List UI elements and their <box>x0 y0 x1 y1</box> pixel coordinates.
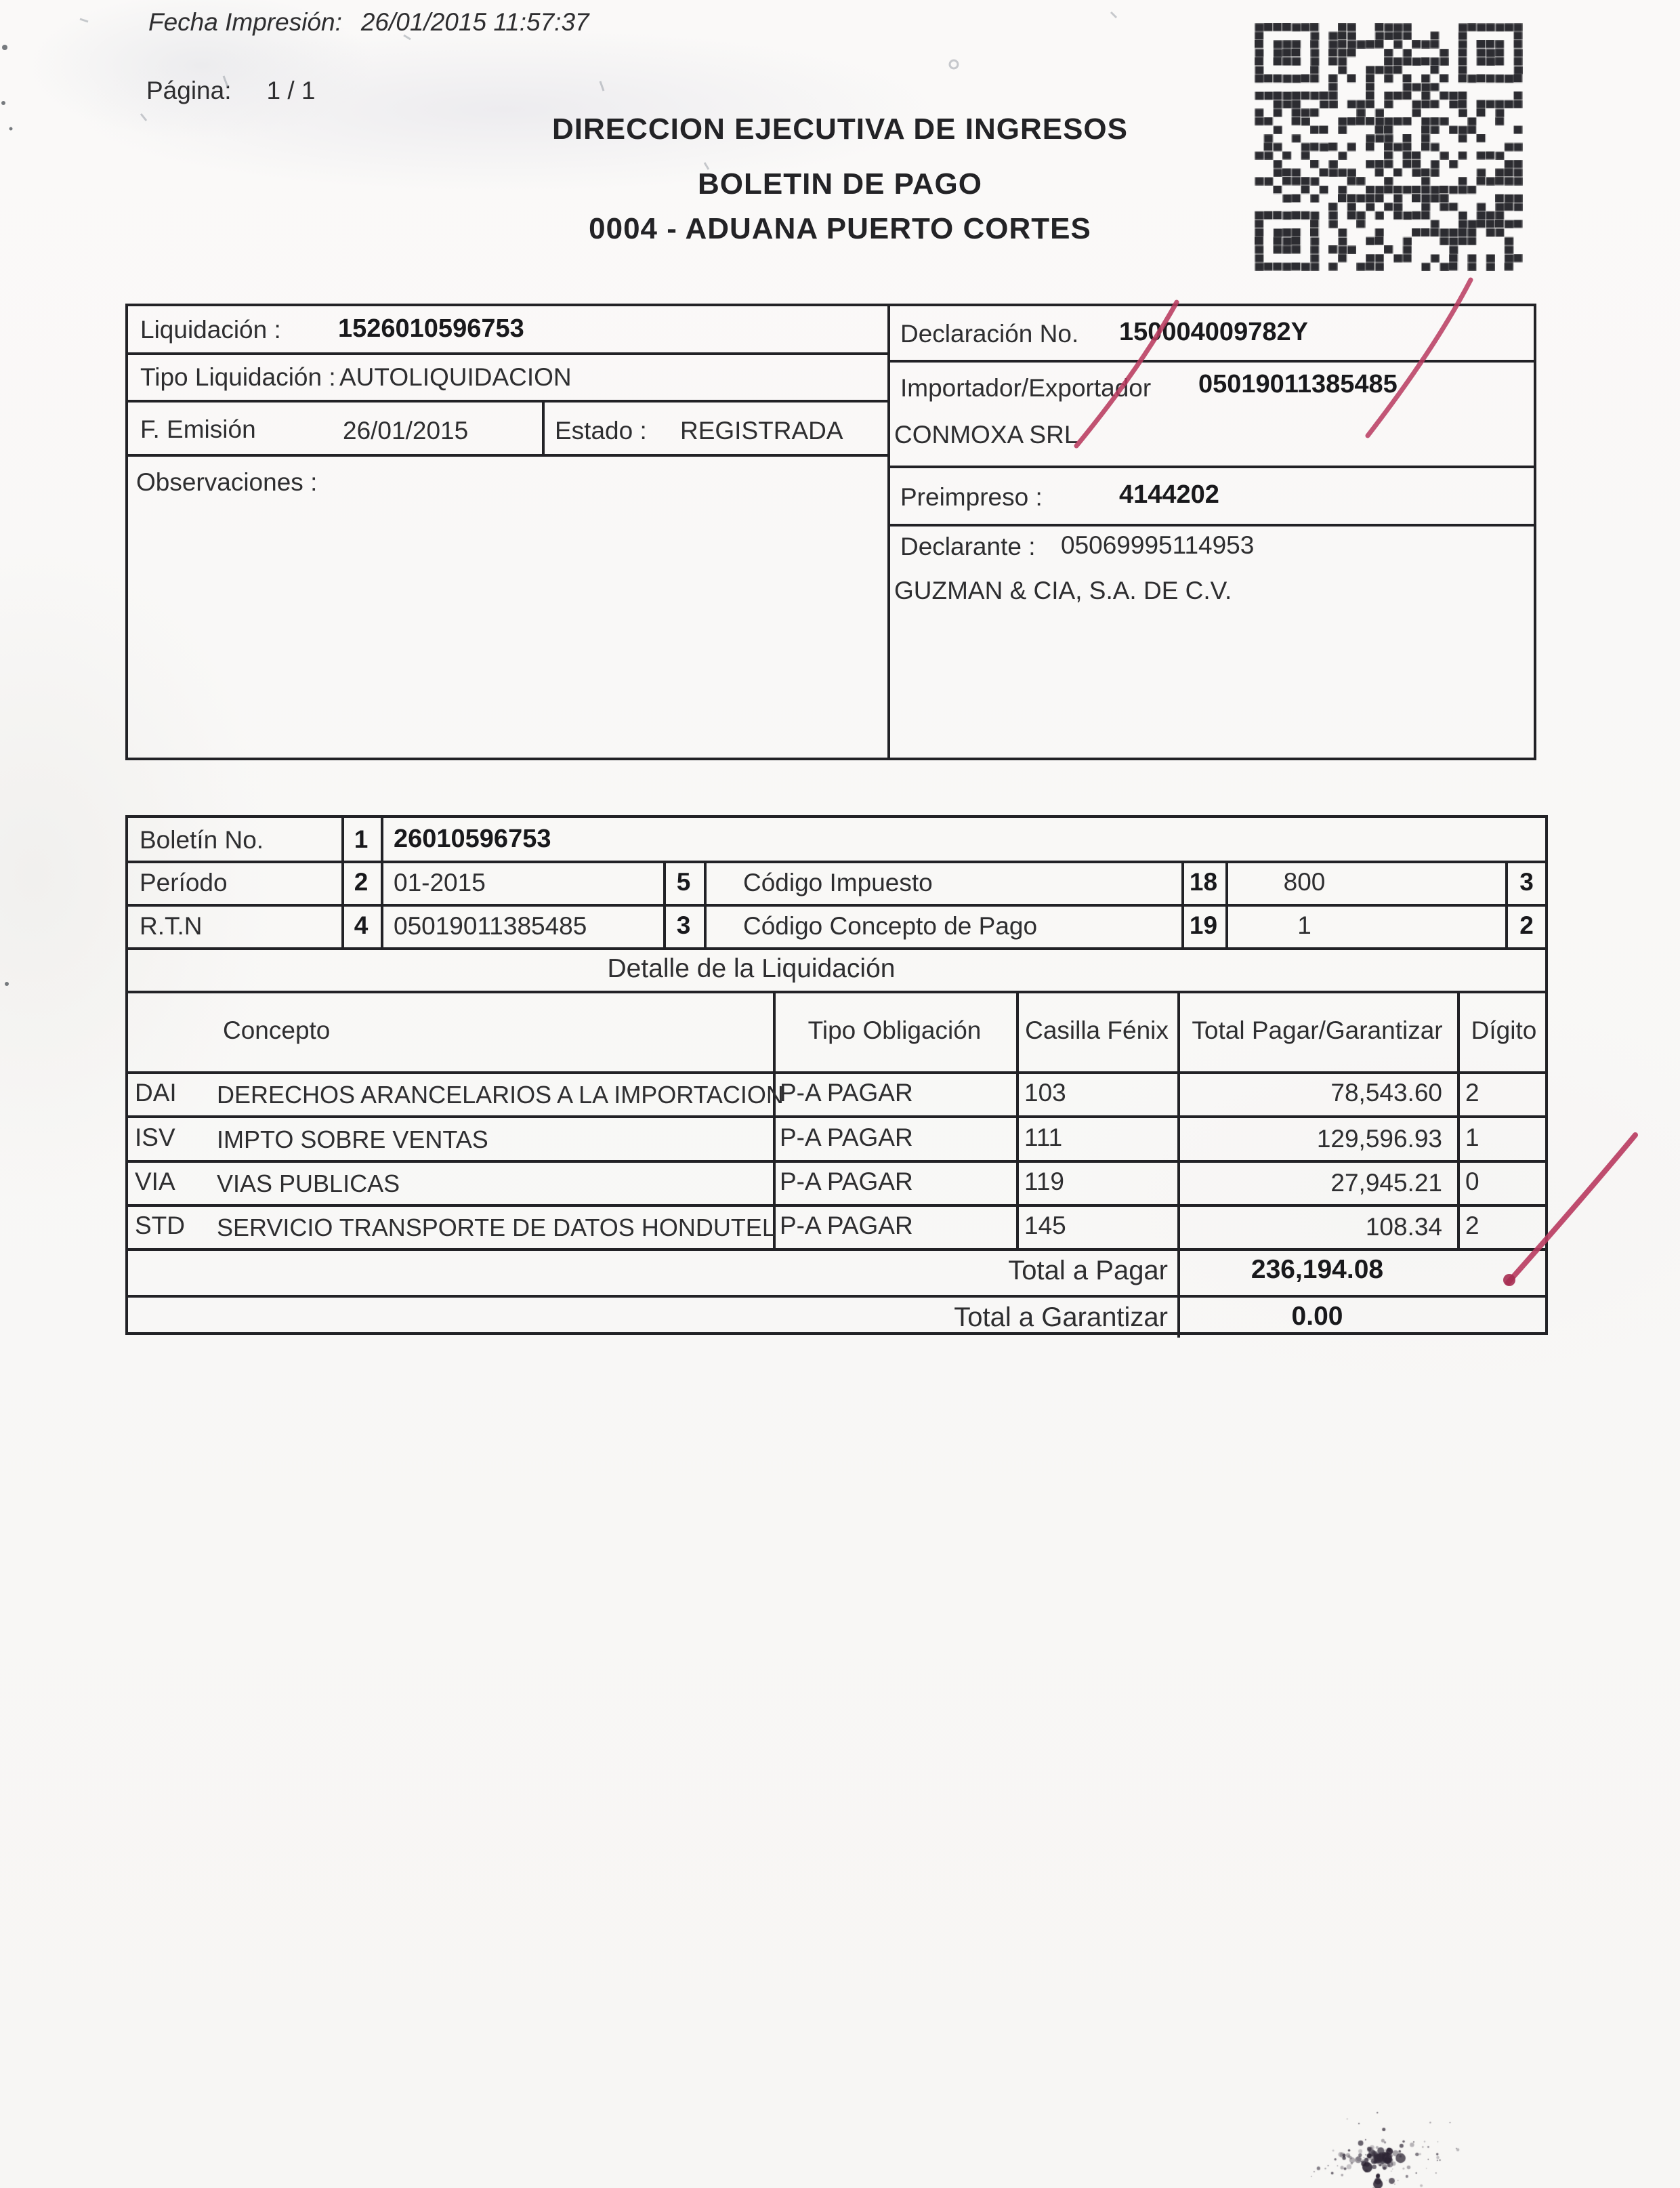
field-box-number: 19 <box>1189 911 1218 939</box>
row-tipo-obligacion: P-A PAGAR <box>780 1079 913 1107</box>
periodo-value: 01-2015 <box>394 869 486 896</box>
row-casilla: 119 <box>1024 1168 1064 1195</box>
row-concept-desc: DERECHOS ARANCELARIOS A LA IMPORTACION <box>217 1081 784 1109</box>
customs-office-title: 0004 - ADUANA PUERTO CORTES <box>589 212 1091 245</box>
estado-value: REGISTRADA <box>680 417 843 445</box>
row-digito: 1 <box>1465 1123 1479 1151</box>
table-line <box>887 466 1536 468</box>
tipo-liquidacion-label: Tipo Liquidación : <box>140 363 336 391</box>
declaracion-value: 150004009782Y <box>1119 318 1308 346</box>
field-box-number: 4 <box>354 911 369 939</box>
table-line <box>128 1071 1545 1074</box>
page-number-line <box>146 76 316 106</box>
fecha-emision-label: F. Emisión <box>140 415 256 443</box>
row-digito: 0 <box>1465 1168 1479 1195</box>
table-line <box>887 524 1536 527</box>
importador-name: CONMOXA SRL <box>894 421 1078 449</box>
field-box-number: 2 <box>1519 911 1534 939</box>
observaciones-label: Observaciones : <box>136 468 318 496</box>
field-box-number: 2 <box>354 868 369 896</box>
boletin-no-value: 26010596753 <box>394 825 551 853</box>
table-line <box>128 454 887 457</box>
table-line <box>128 352 887 355</box>
print-date-label: Fecha Impresión: <box>148 8 342 36</box>
total-garantizar-label: Total a Garantizar <box>954 1302 1168 1332</box>
rtn-value: 05019011385485 <box>394 912 587 940</box>
preimpreso-value: 4144202 <box>1119 480 1219 509</box>
row-total: 78,543.60 <box>1330 1079 1442 1107</box>
col-header-total: Total Pagar/Garantizar <box>1192 1016 1443 1044</box>
row-concept-code: VIA <box>135 1168 175 1195</box>
table-line <box>128 1248 1545 1251</box>
field-box-number: 1 <box>354 825 369 853</box>
col-header-concepto: Concepto <box>223 1016 331 1044</box>
row-digito: 2 <box>1465 1212 1479 1239</box>
row-total: 129,596.93 <box>1316 1125 1442 1153</box>
print-date-value: 26/01/2015 11:57:37 <box>360 8 589 36</box>
org-title: DIRECCION EJECUTIVA DE INGRESOS <box>551 112 1128 146</box>
boletin-detail-table <box>125 815 1548 1335</box>
codigo-concepto-value: 1 <box>1297 911 1311 939</box>
importador-value: 05019011385485 <box>1198 370 1398 398</box>
row-concept-code: STD <box>135 1212 185 1239</box>
declarante-value: 05069995114953 <box>1061 531 1255 559</box>
qr-code <box>1255 23 1523 271</box>
declarante-name: GUZMAN & CIA, S.A. DE C.V. <box>894 577 1232 604</box>
estado-label: Estado : <box>555 417 647 445</box>
liquidation-info-table <box>125 304 1536 760</box>
row-concept-code: DAI <box>135 1079 177 1107</box>
field-box-number: 18 <box>1189 868 1218 896</box>
row-concept-code: ISV <box>135 1123 175 1151</box>
boletin-no-label: Boletín No. <box>140 826 264 854</box>
declaracion-label: Declaración No. <box>900 320 1079 348</box>
row-concept-desc: VIAS PUBLICAS <box>217 1170 400 1197</box>
liquidacion-value: 1526010596753 <box>338 314 524 343</box>
col-header-casilla-fenix: Casilla Fénix <box>1025 1016 1169 1044</box>
codigo-impuesto-label: Código Impuesto <box>743 869 933 896</box>
importador-label: Importador/Exportador <box>900 374 1152 402</box>
table-line <box>128 991 1545 993</box>
row-tipo-obligacion: P-A PAGAR <box>780 1168 913 1195</box>
table-line <box>128 1204 1545 1207</box>
row-casilla: 111 <box>1024 1123 1063 1151</box>
table-line <box>887 360 1536 363</box>
document-title: BOLETIN DE PAGO <box>698 167 982 201</box>
table-line <box>128 1160 1545 1163</box>
table-line <box>128 400 887 402</box>
detalle-section-title: Detalle de la Liquidación <box>607 954 896 983</box>
row-casilla: 145 <box>1024 1212 1066 1239</box>
table-line <box>704 861 707 947</box>
field-box-number: 3 <box>676 911 691 939</box>
col-header-tipo-obligacion: Tipo Obligación <box>807 1016 982 1044</box>
codigo-impuesto-value: 800 <box>1283 868 1326 896</box>
liquidacion-label: Liquidación : <box>140 316 281 344</box>
table-line <box>128 1295 1545 1298</box>
col-header-digito: Dígito <box>1471 1016 1537 1044</box>
ink-splatter <box>1304 2086 1528 2188</box>
row-concept-desc: IMPTO SOBRE VENTAS <box>217 1126 488 1153</box>
row-casilla: 103 <box>1024 1079 1066 1107</box>
row-digito: 2 <box>1465 1079 1479 1107</box>
codigo-concepto-label: Código Concepto de Pago <box>743 912 1038 940</box>
row-total: 108.34 <box>1365 1213 1442 1241</box>
total-pagar-value: 236,194.08 <box>1251 1255 1384 1284</box>
total-pagar-label: Total a Pagar <box>1008 1256 1168 1285</box>
table-line <box>381 818 383 947</box>
table-line <box>128 1115 1545 1118</box>
field-box-number: 5 <box>676 868 691 896</box>
row-total: 27,945.21 <box>1330 1169 1442 1197</box>
row-tipo-obligacion: P-A PAGAR <box>780 1212 913 1239</box>
fecha-emision-value: 26/01/2015 <box>343 417 469 445</box>
declarante-label: Declarante : <box>900 533 1036 560</box>
print-date-line <box>148 7 589 37</box>
page-number-label: Página: <box>146 77 232 104</box>
row-tipo-obligacion: P-A PAGAR <box>780 1123 913 1151</box>
rtn-label: R.T.N <box>140 912 203 940</box>
periodo-label: Período <box>140 869 228 896</box>
tipo-liquidacion-value: AUTOLIQUIDACION <box>339 363 572 391</box>
table-line <box>542 400 545 454</box>
row-concept-desc: SERVICIO TRANSPORTE DE DATOS HONDUTEL <box>217 1214 776 1241</box>
preimpreso-label: Preimpreso : <box>900 483 1043 511</box>
total-garantizar-value: 0.00 <box>1291 1302 1343 1331</box>
field-box-number: 3 <box>1519 868 1534 896</box>
table-line <box>887 306 890 758</box>
page-number-value: 1 / 1 <box>266 77 316 104</box>
